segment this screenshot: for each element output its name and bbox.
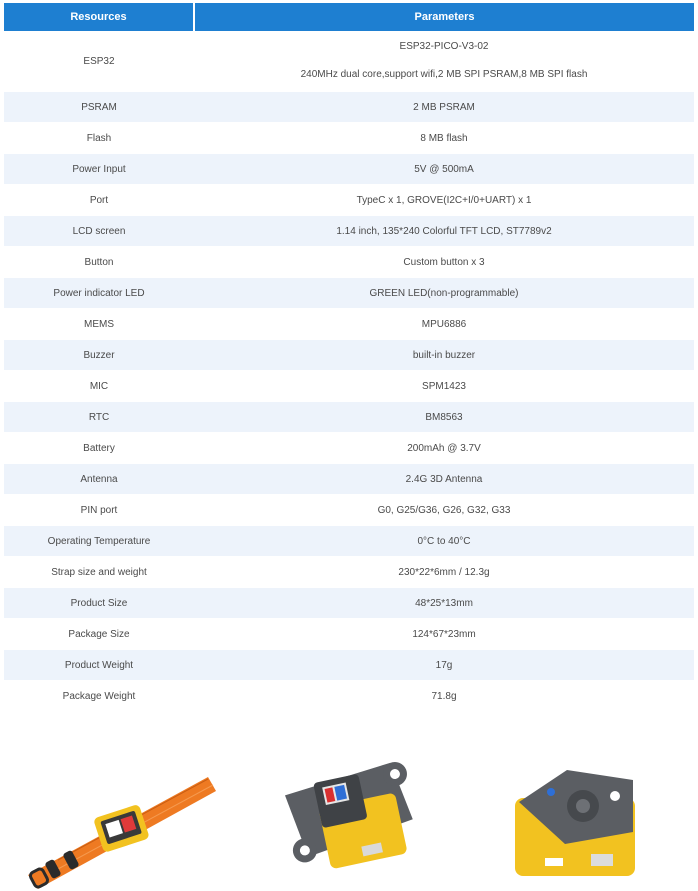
table-row — [4, 340, 694, 371]
row-label: Strap size and weight — [4, 557, 194, 588]
row-label: MIC — [4, 371, 194, 402]
row-label: Battery — [4, 433, 194, 464]
row-value: 200mAh @ 3.7V — [194, 433, 694, 464]
table-row — [4, 216, 694, 247]
row-value: Custom button x 3 — [194, 247, 694, 278]
row-label: Port — [4, 185, 194, 216]
table-row — [4, 464, 694, 495]
spec-table — [4, 3, 694, 712]
row-label: Flash — [4, 123, 194, 154]
row-label: Buzzer — [4, 340, 194, 371]
table-row — [4, 185, 694, 216]
row-label: Package Size — [4, 619, 194, 650]
row-label: Power Input — [4, 154, 194, 185]
row-label: PSRAM — [4, 92, 194, 123]
row-value: G0, G25/G36, G26, G32, G33 — [194, 495, 694, 526]
table-row — [4, 495, 694, 526]
row-label: MEMS — [4, 309, 194, 340]
watch-strap-image — [18, 755, 218, 890]
table-row — [4, 278, 694, 309]
row-label: Product Size — [4, 588, 194, 619]
table-row — [4, 309, 694, 340]
table-row — [4, 371, 694, 402]
row-value: SPM1423 — [194, 371, 694, 402]
row-value: GREEN LED(non-programmable) — [194, 278, 694, 309]
row-label: Power indicator LED — [4, 278, 194, 309]
row-value: 71.8g — [194, 681, 694, 712]
row-value: 8 MB flash — [194, 123, 694, 154]
table-row — [4, 619, 694, 650]
row-value: 17g — [194, 650, 694, 681]
row-value: 48*25*13mm — [194, 588, 694, 619]
row-value: 230*22*6mm / 12.3g — [194, 557, 694, 588]
row-label: Product Weight — [4, 650, 194, 681]
table-header-row — [4, 3, 694, 31]
row-value: TypeC x 1, GROVE(I2C+I/0+UART) x 1 — [194, 185, 694, 216]
row-label: LCD screen — [4, 216, 194, 247]
table-row — [4, 247, 694, 278]
row-value: built-in buzzer — [194, 340, 694, 371]
row-value: 2.4G 3D Antenna — [194, 464, 694, 495]
header-resources: Resources — [4, 3, 194, 31]
row-value: 1.14 inch, 135*240 Colorful TFT LCD, ST7789v2 — [194, 216, 694, 247]
row-value: 0°C to 40°C — [194, 526, 694, 557]
table-row — [4, 557, 694, 588]
table-row — [4, 433, 694, 464]
row-label: Package Weight — [4, 681, 194, 712]
row-label: ESP32 — [4, 31, 194, 92]
table-row — [4, 650, 694, 681]
row-label: Button — [4, 247, 194, 278]
row-value: BM8563 — [194, 402, 694, 433]
esp32-spec: 240MHz dual core,support wifi,2 MB SPI PSRAM,8 MB SPI flash — [300, 69, 588, 80]
table-row — [4, 588, 694, 619]
device-front-image — [505, 762, 655, 884]
table-row — [4, 123, 694, 154]
esp32-model: ESP32-PICO-V3-02 — [399, 41, 489, 52]
table-row — [4, 31, 694, 92]
row-value: MPU6886 — [194, 309, 694, 340]
row-label: Operating Temperature — [4, 526, 194, 557]
table-row — [4, 526, 694, 557]
table-row — [4, 154, 694, 185]
table-row — [4, 681, 694, 712]
row-label: PIN port — [4, 495, 194, 526]
header-parameters: Parameters — [194, 3, 694, 31]
device-mount-image — [272, 762, 432, 882]
row-value: 124*67*23mm — [194, 619, 694, 650]
row-value: 5V @ 500mA — [194, 154, 694, 185]
row-label: Antenna — [4, 464, 194, 495]
table-row — [4, 402, 694, 433]
row-value: 2 MB PSRAM — [194, 92, 694, 123]
table-row — [4, 92, 694, 123]
row-label: RTC — [4, 402, 194, 433]
row-value — [194, 31, 694, 92]
